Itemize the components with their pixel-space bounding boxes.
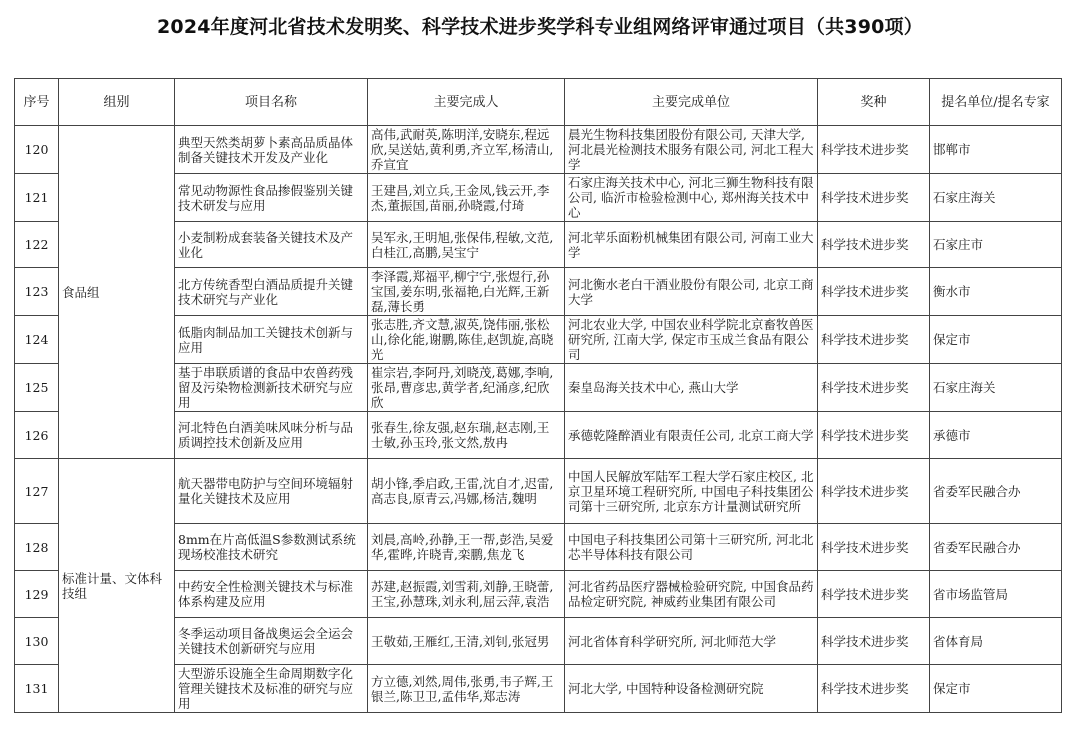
row-people: 崔宗岩,李阿丹,刘晓茂,葛娜,李响,张昂,曹彦忠,黄学者,纪涌彦,纪欣欣 (368, 364, 565, 412)
row-units: 河北农业大学, 中国农业科学院北京畜牧兽医研究所, 江南大学, 保定市玉成兰食品有限公司 (565, 316, 818, 364)
row-nominator: 石家庄市 (930, 222, 1062, 268)
row-award: 科学技术进步奖 (818, 174, 930, 222)
header-nominator: 提名单位/提名专家 (930, 79, 1062, 126)
row-award: 科学技术进步奖 (818, 126, 930, 174)
row-award: 科学技术进步奖 (818, 618, 930, 665)
row-people: 胡小锋,季启政,王雷,沈自才,迟雷,高志良,原青云,冯娜,杨洁,魏明 (368, 459, 565, 524)
row-award: 科学技术进步奖 (818, 364, 930, 412)
row-nominator: 保定市 (930, 665, 1062, 713)
row-serial: 129 (15, 571, 59, 618)
row-serial: 121 (15, 174, 59, 222)
row-project: 北方传统香型白酒品质提升关键技术研究与产业化 (175, 268, 368, 316)
row-people: 刘晨,高岭,孙静,王一帮,彭浩,吴爱华,霍晔,许晓青,栾鹏,焦龙飞 (368, 524, 565, 571)
row-serial: 131 (15, 665, 59, 713)
row-nominator: 省体育局 (930, 618, 1062, 665)
row-serial: 124 (15, 316, 59, 364)
row-people: 张春生,徐友强,赵东瑞,赵志刚,王士敏,孙玉玲,张文然,敖冉 (368, 412, 565, 459)
row-people: 张志胜,齐文慧,淑英,饶伟丽,张松山,徐化能,谢鹏,陈佳,赵凯旋,高晓光 (368, 316, 565, 364)
row-nominator: 省市场监管局 (930, 571, 1062, 618)
row-nominator: 邯郸市 (930, 126, 1062, 174)
row-serial: 126 (15, 412, 59, 459)
row-project: 大型游乐设施全生命周期数字化管理关键技术及标准的研究与应用 (175, 665, 368, 713)
table-row (15, 459, 1062, 524)
row-people: 王建昌,刘立兵,王金凤,钱云开,李杰,董振国,苗丽,孙晓霞,付琦 (368, 174, 565, 222)
row-nominator: 石家庄海关 (930, 174, 1062, 222)
row-award: 科学技术进步奖 (818, 412, 930, 459)
row-people: 王敬茹,王雁红,王清,刘钊,张冠男 (368, 618, 565, 665)
row-nominator: 衡水市 (930, 268, 1062, 316)
row-project: 小麦制粉成套装备关键技术及产业化 (175, 222, 368, 268)
row-units: 石家庄海关技术中心, 河北三狮生物科技有限公司, 临沂市检验检测中心, 郑州海关技术中心 (565, 174, 818, 222)
row-project: 基于串联质谱的食品中农兽药残留及污染物检测新技术研究与应用 (175, 364, 368, 412)
row-people: 吴军永,王明旭,张保伟,程敏,文范,白桂江,高鹏,吴宝宁 (368, 222, 565, 268)
header-project: 项目名称 (175, 79, 368, 126)
table-header-row (15, 79, 1062, 126)
row-people: 高伟,武耐英,陈明洋,安晓东,程远欣,吴送姑,黄利勇,齐立军,杨清山,乔宣宜 (368, 126, 565, 174)
group-cell: 标准计量、文体科技组 (59, 459, 175, 713)
row-award: 科学技术进步奖 (818, 268, 930, 316)
row-nominator: 省委军民融合办 (930, 459, 1062, 524)
row-units: 河北衡水老白干酒业股份有限公司, 北京工商大学 (565, 268, 818, 316)
row-project: 中药安全性检测关键技术与标准体系构建及应用 (175, 571, 368, 618)
results-table (14, 78, 1062, 713)
row-project: 8mm在片高低温S参数测试系统现场校准技术研究 (175, 524, 368, 571)
row-award: 科学技术进步奖 (818, 524, 930, 571)
row-units: 中国电子科技集团公司第十三研究所, 河北北芯半导体科技有限公司 (565, 524, 818, 571)
row-units: 河北大学, 中国特种设备检测研究院 (565, 665, 818, 713)
row-serial: 125 (15, 364, 59, 412)
row-award: 科学技术进步奖 (818, 316, 930, 364)
row-people: 李泽霞,郑福平,柳宁宁,张煜行,孙宝国,姜东明,张福艳,白光辉,王新磊,薄长勇 (368, 268, 565, 316)
row-serial: 128 (15, 524, 59, 571)
row-nominator: 承德市 (930, 412, 1062, 459)
row-project: 低脂肉制品加工关键技术创新与应用 (175, 316, 368, 364)
row-serial: 123 (15, 268, 59, 316)
row-units: 中国人民解放军陆军工程大学石家庄校区, 北京卫星环境工程研究所, 中国电子科技集团公司第十三研究所, 北京东方计量测试研究所 (565, 459, 818, 524)
header-serial: 序号 (15, 79, 59, 126)
row-award: 科学技术进步奖 (818, 222, 930, 268)
row-units: 河北省体育科学研究所, 河北师范大学 (565, 618, 818, 665)
row-units: 河北省药品医疗器械检验研究院, 中国食品药品检定研究院, 神威药业集团有限公司 (565, 571, 818, 618)
row-nominator: 保定市 (930, 316, 1062, 364)
row-award: 科学技术进步奖 (818, 571, 930, 618)
row-nominator: 省委军民融合办 (930, 524, 1062, 571)
row-units: 秦皇岛海关技术中心, 燕山大学 (565, 364, 818, 412)
header-award: 奖种 (818, 79, 930, 126)
row-project: 航天器带电防护与空间环境辐射量化关键技术及应用 (175, 459, 368, 524)
row-serial: 130 (15, 618, 59, 665)
row-award: 科学技术进步奖 (818, 665, 930, 713)
header-people: 主要完成人 (368, 79, 565, 126)
row-serial: 127 (15, 459, 59, 524)
page-title: 2024年度河北省技术发明奖、科学技术进步奖学科专业组网络评审通过项目（共390项） (157, 16, 923, 38)
row-project: 常见动物源性食品掺假鉴别关键技术研发与应用 (175, 174, 368, 222)
header-group: 组别 (59, 79, 175, 126)
row-serial: 122 (15, 222, 59, 268)
row-people: 方立德,刘然,周伟,张勇,韦子辉,王银兰,陈卫卫,孟伟华,郑志涛 (368, 665, 565, 713)
row-nominator: 石家庄海关 (930, 364, 1062, 412)
row-award: 科学技术进步奖 (818, 459, 930, 524)
table-row (15, 126, 1062, 174)
row-project: 河北特色白酒美味风味分析与品质调控技术创新及应用 (175, 412, 368, 459)
header-units: 主要完成单位 (565, 79, 818, 126)
row-project: 冬季运动项目备战奥运会全运会关键技术创新研究与应用 (175, 618, 368, 665)
row-units: 晨光生物科技集团股份有限公司, 天津大学, 河北晨光检测技术服务有限公司, 河北工程大学 (565, 126, 818, 174)
group-cell: 食品组 (59, 126, 175, 459)
row-units: 承德乾隆醉酒业有限责任公司, 北京工商大学 (565, 412, 818, 459)
row-units: 河北苹乐面粉机械集团有限公司, 河南工业大学 (565, 222, 818, 268)
row-serial: 120 (15, 126, 59, 174)
row-project: 典型天然类胡萝卜素高品质晶体制备关键技术开发及产业化 (175, 126, 368, 174)
row-people: 苏建,赵振霞,刘雪莉,刘静,王晓蕾,王宝,孙慧珠,刘永利,屈云萍,袁浩 (368, 571, 565, 618)
